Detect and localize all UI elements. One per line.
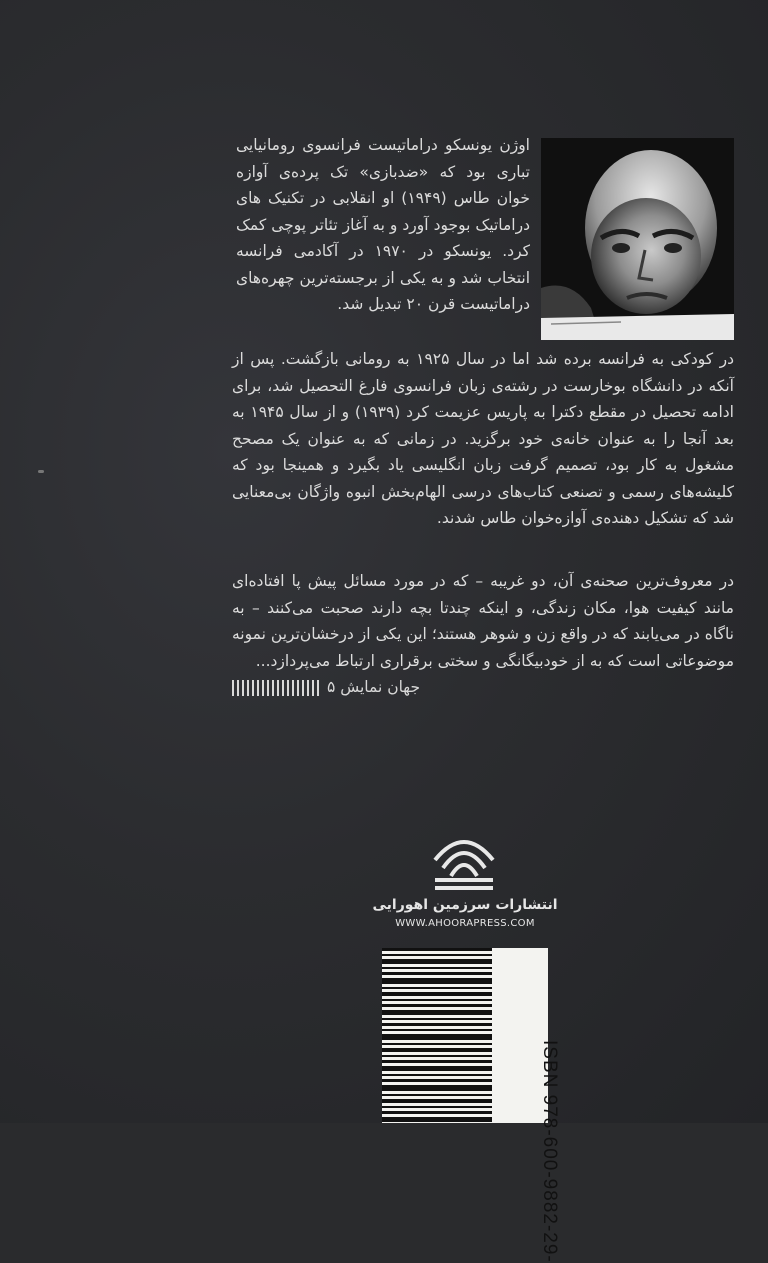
bio-paragraph-1: اوژن یونسکو دراماتیست فرانسوی رومانیایی تباری بود که «ضدبازی» تک پرده‌ی آوازه خوان طاس (۱۹۴۹) او انقلابی در تکنیک های دراماتیک بوجود آورد و به آغاز تئاتر پوچی کمک کرد. یونسکو در ۱۹۷۰ در آکادمی فرانسه انتخاب شد و به یکی از برجسته‌ترین چهره‌های دراماتیست قرن ۲۰ تبدیل شد. bbox=[236, 136, 530, 313]
publisher-name: انتشارات سرزمین اهورایی bbox=[372, 897, 558, 913]
author-photo bbox=[541, 138, 734, 340]
isbn-number: ISBN 978-600-9882-29- bbox=[539, 1040, 560, 1263]
bio-paragraph-2: در کودکی به فرانسه برده شد اما در سال ۱۹۲۵ به رومانی بازگشت. پس از آنکه در دانشگاه بوخارست در رشته‌ی زبان فرانسوی فارغ التحصیل شد، برای ادامه تحصیل در مقطع دکترا به پاریس عزیمت کرد (۱۹۳۹) و از سال ۱۹۴۵ به بعد آنجا را به عنوان خانه‌ی خود برگزید. در زمانی که به عنوان یک مصحح مشغول به کار بود، تصمیم گرفت زبان انگلیسی یاد بگیرد و همینجا بود که کلیشه‌های رسمی و تصنعی کتاب‌های درسی الهام‌بخش انبوه واژگان بی‌معنایی شد که تشکیل دهنده‌ی آوازه‌خوان طاس شدند. bbox=[232, 350, 734, 527]
publisher-logo-icon bbox=[429, 830, 499, 894]
series-line bbox=[232, 674, 734, 701]
author-portrait-image bbox=[541, 138, 734, 340]
barcode bbox=[382, 948, 560, 1263]
series-bars-decoration bbox=[232, 680, 322, 696]
series-label: جهان نمایش ۵ bbox=[326, 678, 421, 696]
cover-speck bbox=[38, 470, 44, 473]
barcode-stripes bbox=[382, 948, 492, 1123]
bio-paragraph-3: در معروف‌ترین صحنه‌ی آن، دو غریبه – که در مورد مسائل پیش پا افتاده‌ای مانند کیفیت هوا، مکان زندگی، و اینکه چندتا بچه دارند صحبت می‌کنند – به ناگاه در می‌یابند که در واقع زن و شوهر هستند؛ این یکی از درخشان‌ترین نمونه موضوعاتی است که به از خودبیگانگی و سختی برقراری ارتباط می‌پردازد... bbox=[232, 572, 734, 670]
publisher-website: WWW.AHOORAPRESS.COM bbox=[395, 918, 535, 929]
